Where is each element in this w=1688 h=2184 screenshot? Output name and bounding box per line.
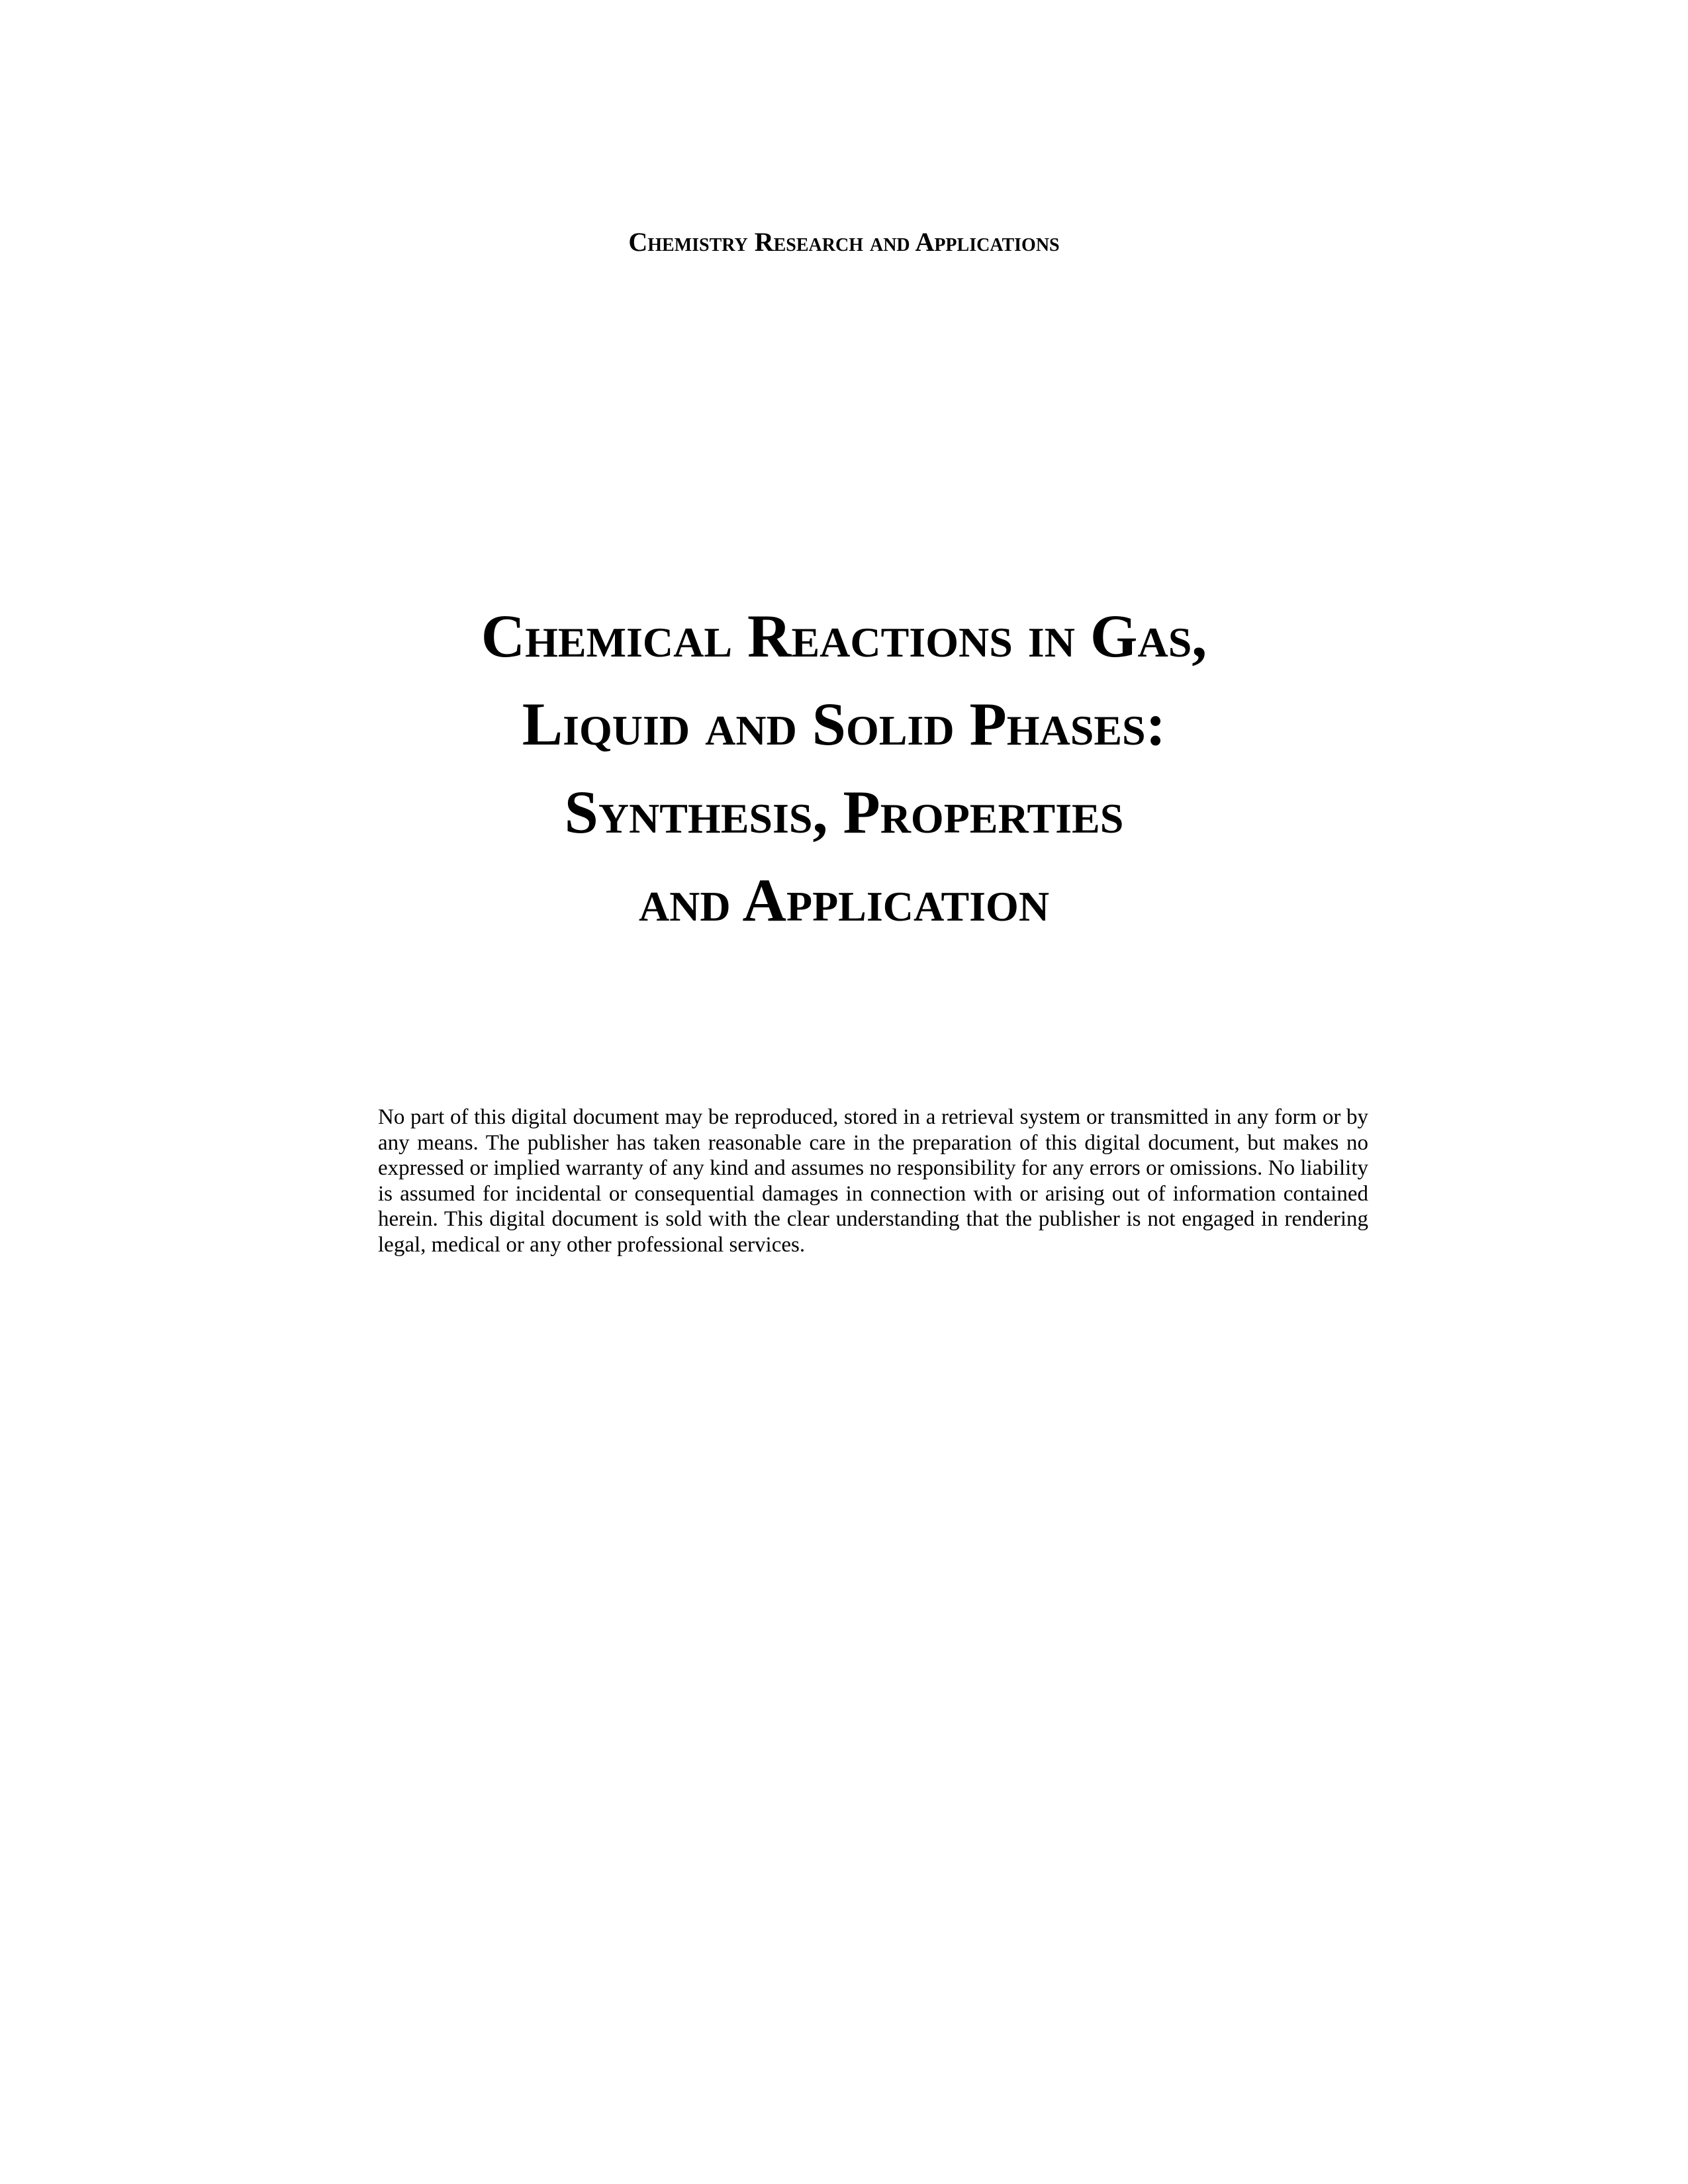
book-title-line: Chemical Reactions in Gas,: [481, 602, 1207, 670]
copyright-disclaimer: No part of this digital document may be reproduced, stored in a retrieval system or transmitted in any form or by any means. The publisher has taken reasonable care in the preparation of this digital document, but makes no expressed or implied warranty of any kind and assumes no responsibility for any errors or omissions. No liability is assumed for incidental or consequential damages in connection with or arising out of information contained herein. This digital document is sold with the clear understanding that the publisher is not engaged in rendering legal, medical or any other professional services.: [378, 1105, 1368, 1257]
book-title-line: Synthesis, Properties: [564, 778, 1124, 846]
book-title-line: and Application: [638, 866, 1050, 934]
book-title-line: Liquid and Solid Phases:: [522, 690, 1166, 758]
book-title: [0, 592, 1688, 944]
series-title: Chemistry Research and Applications: [628, 227, 1060, 257]
